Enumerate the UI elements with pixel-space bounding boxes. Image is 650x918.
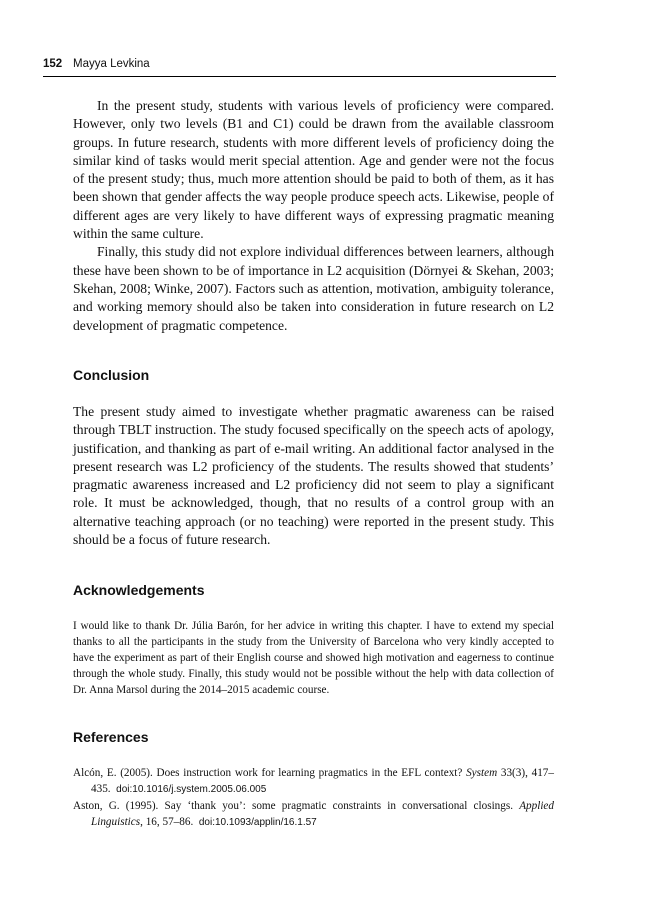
reference-doi[interactable]: doi:10.1093/applin/16.1.57: [198, 817, 317, 828]
reference-item: Alcón, E. (2005). Does instruction work for learning pragmatics in the EFL context? System 33(3), 417–435. doi:10.1016/j.system.2005.06.005: [73, 767, 554, 795]
conclusion-section: [73, 403, 554, 549]
conclusion-paragraph: The present study aimed to investigate whether pragmatic awareness can be raised through TBLT instruction. The study focused specifically on the speech acts of apology, justification, and thanking as part of e-mail writing. An additional factor analysed in the present research was L2 proficiency of the students. The results showed that students’ pragmatic awareness increased and L2 proficiency did not seem to play a significant role. It must be acknowledged, though, that no results of a control group with an alternative teaching approach (or no teaching) were reported in the present study. This should be a focus of future research.: [73, 404, 554, 548]
reference-journal: Applied Linguistics: [91, 800, 554, 828]
intro-section: [73, 97, 554, 335]
references-heading: References: [73, 729, 149, 745]
acknowledgements-heading: Acknowledgements: [73, 582, 205, 598]
acknowledgements-paragraph: I would like to thank Dr. Júlia Barón, for her advice in writing this chapter. I have to extend my special thanks to all the participants in the study from the University of Barcelona who very kindly accepted to have the experiment as part of their English course and showed high motivation and eagerness to continue through the whole study. Finally, this study would not be possible without the help with data collection of Dr. Anna Marsol during the 2014–2015 academic course.: [73, 620, 554, 696]
page-number: 152: [43, 58, 63, 70]
reference-doi[interactable]: doi:10.1016/j.system.2005.06.005: [116, 784, 267, 795]
running-header: [43, 56, 556, 77]
conclusion-heading: Conclusion: [73, 367, 150, 383]
intro-paragraph-1: In the present study, students with various levels of proficiency were compared. However, only two levels (B1 and C1) could be drawn from the available classroom groups. In future research, students with more different levels of proficiency doing the similar kind of tasks would merit special attention. Age and gender were not the focus of the present study; thus, much more attention should be paid to both of them, as it has been shown that gender affects the way people produce speech acts. Likewise, people of different ages are very likely to have different ways of expressing pragmatic meaning within the same culture.: [73, 98, 554, 242]
running-author: Mayya Levkina: [73, 58, 150, 70]
intro-paragraph-2: Finally, this study did not explore individual differences between learners, although these have been shown to be of importance in L2 acquisition (Dörnyei & Skehan, 2003; Skehan, 2008; Winke, 2007). Factors such as attention, motivation, ambiguity tolerance, and working memory should also be taken into consideration in future research on L2 development of pragmatic competence.: [73, 244, 554, 333]
references-list: [73, 765, 554, 831]
reference-journal: System: [466, 767, 498, 779]
reference-item: Aston, G. (1995). Say ‘thank you’: some pragmatic constraints in conversational closings. Applied Linguistics, 16, 57–86. doi:10.1093/applin/16.1.57: [73, 800, 554, 828]
